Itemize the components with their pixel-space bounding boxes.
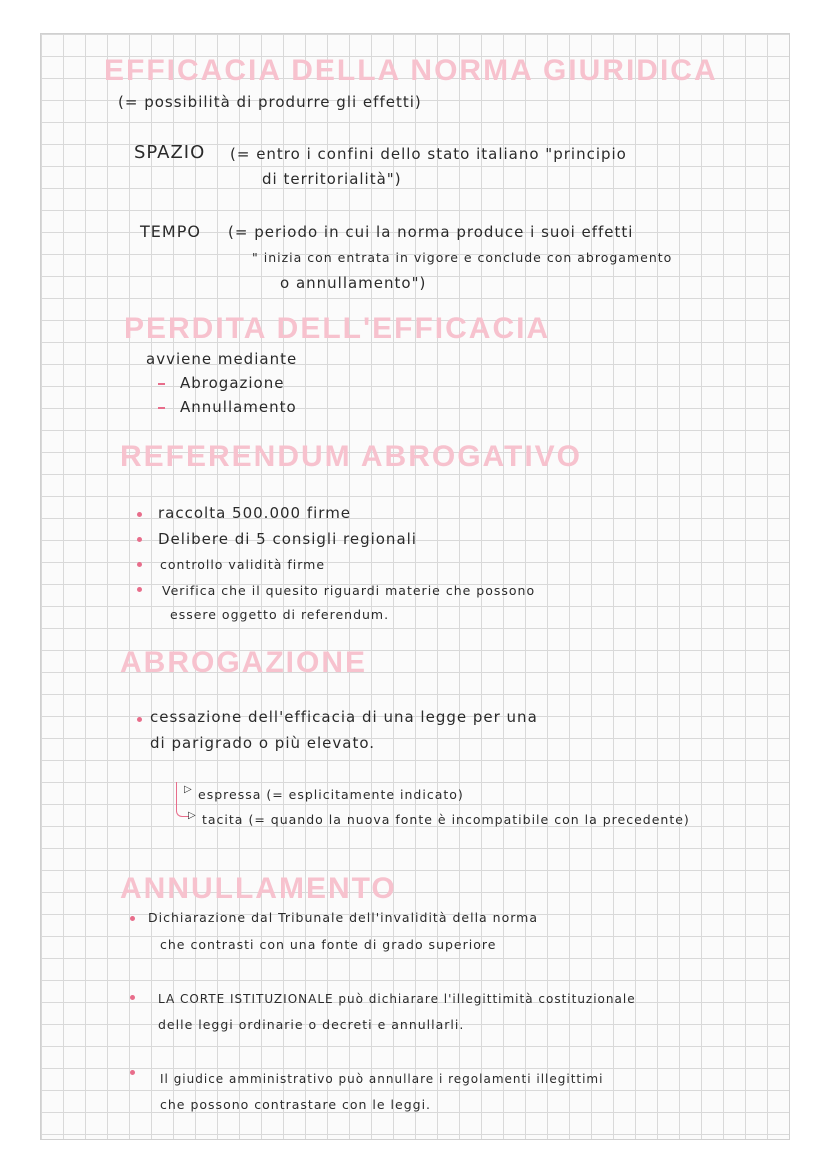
title-annullamento: ANNULLAMENTO	[120, 872, 397, 905]
annullamento-line: delle leggi ordinarie o decreti e annullarli.	[158, 1017, 465, 1032]
bullet	[137, 587, 142, 592]
dash-marker	[158, 407, 165, 409]
spazio-label: SPAZIO	[134, 142, 206, 163]
title-efficacia: EFFICACIA DELLA NORMA GIURIDICA	[104, 54, 718, 87]
annullamento-line: Dichiarazione dal Tribunale dell'invalidità della norma	[148, 910, 538, 925]
spazio-text-1: (= entro i confini dello stato italiano "principio	[230, 145, 627, 163]
referendum-item: raccolta 500.000 firme	[158, 504, 352, 522]
dash-marker	[158, 383, 165, 385]
annullamento-line: Il giudice amministrativo può annullare i regolamenti illegittimi	[160, 1072, 604, 1086]
referendum-item: Verifica che il quesito riguardi materie che possono	[162, 583, 536, 598]
bullet	[130, 916, 135, 921]
referendum-item-cont: essere oggetto di referendum.	[170, 607, 390, 622]
perdita-item: Annullamento	[180, 398, 297, 416]
bullet	[137, 717, 142, 722]
efficacia-definition: (= possibilità di produrre gli effetti)	[118, 93, 422, 111]
perdita-item: Abrogazione	[180, 374, 285, 392]
title-perdita: PERDITA DELL'EFFICACIA	[124, 312, 551, 345]
referendum-item: Delibere di 5 consigli regionali	[158, 530, 417, 548]
bullet	[137, 562, 142, 567]
tempo-text-3: o annullamento")	[280, 274, 427, 292]
abrogazione-text-1: cessazione dell'efficacia di una legge per una	[150, 708, 538, 726]
bullet	[130, 995, 135, 1000]
abrogazione-tacita: tacita (= quando la nuova fonte è incompatibile con la precedente)	[202, 812, 690, 827]
abrogazione-text-2: di parigrado o più elevato.	[150, 734, 376, 752]
bullet	[137, 537, 142, 542]
annullamento-line: che contrasti con una fonte di grado superiore	[160, 937, 497, 952]
bullet	[137, 512, 142, 517]
perdita-intro: avviene mediante	[146, 350, 298, 368]
annullamento-line: che possono contrastare con le leggi.	[160, 1097, 432, 1112]
spazio-text-2: di territorialità")	[262, 170, 402, 188]
arrow-head-icon: ▷	[184, 784, 193, 795]
tempo-text-2: " inizia con entrata in vigore e conclude con abrogamento	[252, 250, 673, 265]
arrow-head-icon: ▷	[188, 810, 197, 821]
title-referendum: REFERENDUM ABROGATIVO	[120, 440, 582, 473]
abrogazione-espressa: espressa (= esplicitamente indicato)	[198, 787, 464, 802]
referendum-item: controllo validità firme	[160, 557, 326, 572]
annullamento-line: LA CORTE ISTITUZIONALE può dichiarare l'illegittimità costituzionale	[158, 992, 636, 1006]
tempo-label: TEMPO	[140, 222, 201, 241]
tempo-text-1: (= periodo in cui la norma produce i suoi effetti	[228, 223, 634, 241]
bullet	[130, 1070, 135, 1075]
title-abrogazione: ABROGAZIONE	[120, 646, 367, 679]
